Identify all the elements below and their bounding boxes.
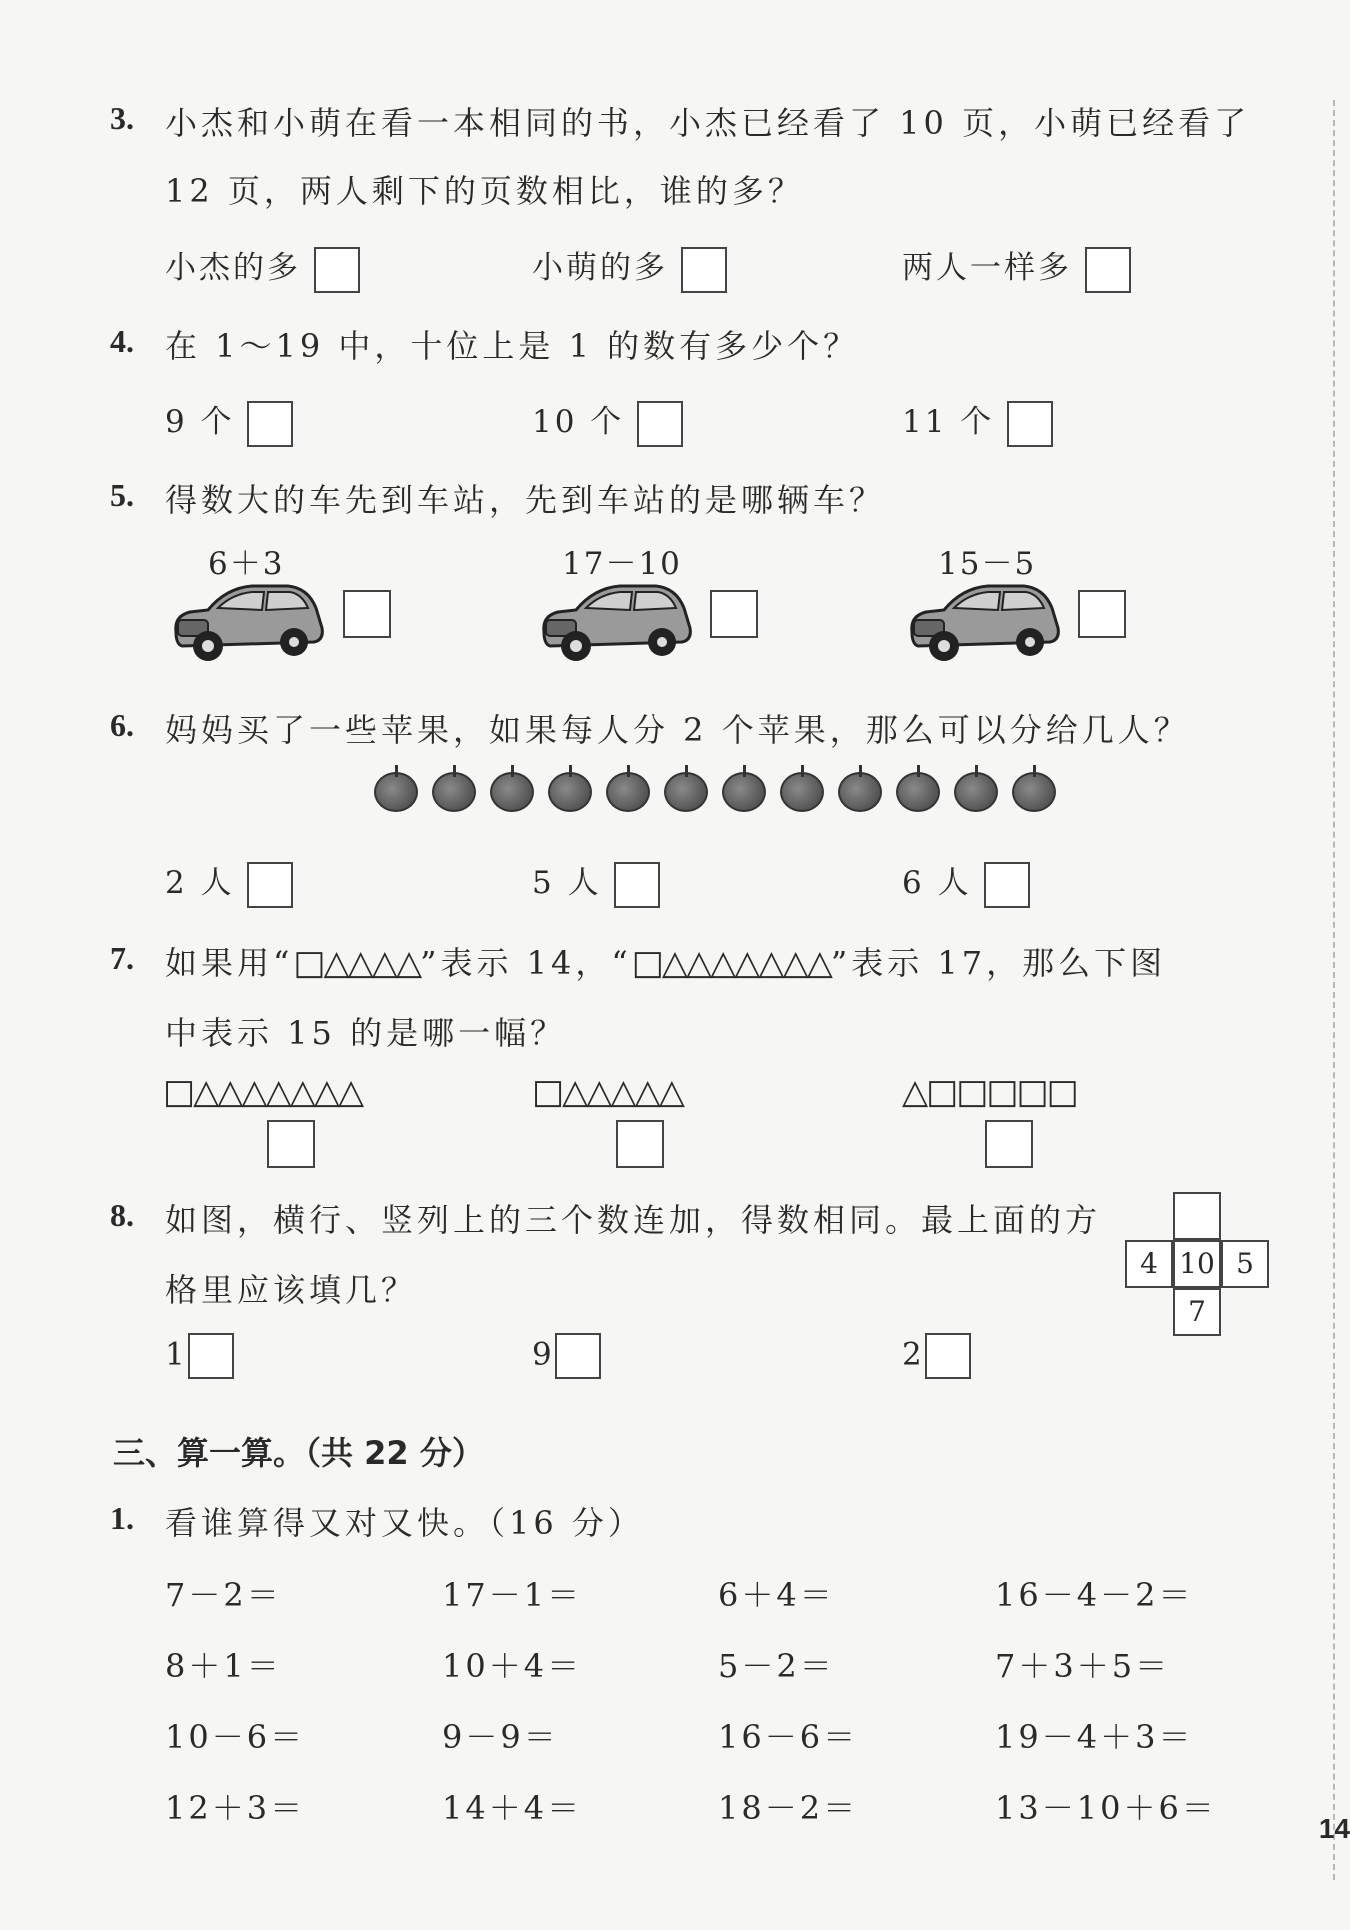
grid-top-cell[interactable] <box>1173 1192 1221 1240</box>
q6-option-a <box>165 857 293 908</box>
calc-item: 14＋4＝ <box>442 1789 583 1827</box>
q8-number: 8. <box>110 1197 134 1233</box>
apple-icon <box>896 772 940 812</box>
grid-right-cell: 5 <box>1221 1240 1269 1288</box>
q5-option-b-box[interactable] <box>710 590 758 638</box>
q6-number: 6. <box>110 707 134 743</box>
calc-item: 7＋3＋5＝ <box>995 1647 1171 1685</box>
q7-text-part3: ”表示 17，那么下图 <box>830 944 1167 982</box>
apple-icon <box>780 772 824 812</box>
calc-item: 9－9＝ <box>442 1718 559 1756</box>
q6-option-a-box[interactable] <box>247 862 293 908</box>
q6-option-c-label: 6 人 <box>902 865 972 901</box>
q8-option-c-box[interactable] <box>925 1333 971 1379</box>
q7-text-line2: 中表示 15 的是哪一幅？ <box>165 1014 567 1052</box>
q7-shapes-14: □△△△△ <box>293 943 421 983</box>
q7-figure-b: □△△△△△ <box>532 1072 683 1112</box>
apple-icon <box>548 772 592 812</box>
q8-option-a-box[interactable] <box>188 1333 234 1379</box>
q4-option-c <box>902 396 1053 447</box>
q8-option-c-label: 2 <box>902 1336 925 1373</box>
apple-icon <box>954 772 998 812</box>
q4-option-b-label: 10 个 <box>532 404 625 440</box>
q6-option-b <box>532 857 660 908</box>
q4-option-b <box>532 396 683 447</box>
calc-item: 18－2＝ <box>718 1789 859 1827</box>
section-3-title: 三、算一算。（共 22 分） <box>113 1434 484 1472</box>
calc-item: 10＋4＝ <box>442 1647 583 1685</box>
q4-option-a <box>165 396 293 447</box>
calc-item: 6＋4＝ <box>718 1576 835 1614</box>
calc-item: 19－4＋3＝ <box>995 1718 1194 1756</box>
calc-item: 8＋1＝ <box>165 1647 282 1685</box>
q3-option-b-label: 小萌的多 <box>532 250 668 286</box>
q8-option-b-label: 9 <box>532 1336 555 1373</box>
apple-icon <box>1012 772 1056 812</box>
q3-option-c-label: 两人一样多 <box>902 250 1072 286</box>
apple-icon <box>838 772 882 812</box>
grid-left-cell: 4 <box>1125 1240 1173 1288</box>
calc-item: 13－10＋6＝ <box>995 1789 1217 1827</box>
q6-option-b-label: 5 人 <box>532 865 602 901</box>
q8-option-c <box>902 1333 971 1379</box>
q5-option-a-box[interactable] <box>343 590 391 638</box>
q4-option-a-box[interactable] <box>247 401 293 447</box>
q8-text-line2: 格里应该填几？ <box>165 1271 418 1309</box>
q3-number: 3. <box>110 100 134 136</box>
q8-option-b <box>532 1333 601 1379</box>
page-number: 14 <box>1318 1813 1350 1844</box>
apple-icon <box>432 772 476 812</box>
calc-item: 12＋3＝ <box>165 1789 306 1827</box>
calc-item: 7－2＝ <box>165 1576 282 1614</box>
q3-option-c-box[interactable] <box>1085 247 1131 293</box>
q5-expr-c: 15－5 <box>938 546 1037 582</box>
calc-item: 16－4－2＝ <box>995 1576 1194 1614</box>
apple-icon <box>374 772 418 812</box>
q5-number: 5. <box>110 477 134 513</box>
q5-option-c-box[interactable] <box>1078 590 1126 638</box>
car-icon <box>168 570 328 670</box>
car-icon <box>536 570 696 670</box>
q5-expr-b: 17－10 <box>562 546 682 582</box>
q3-option-b-box[interactable] <box>681 247 727 293</box>
q4-option-b-box[interactable] <box>637 401 683 447</box>
calc-number: 1. <box>110 1500 134 1536</box>
grid-center-cell: 10 <box>1173 1240 1221 1288</box>
q7-figure-c: △□□□□□ <box>902 1072 1077 1112</box>
q8-option-a-label: 1 <box>165 1336 188 1373</box>
q7-text-line1 <box>165 938 1166 984</box>
q3-option-a <box>165 242 360 293</box>
apple-icon <box>664 772 708 812</box>
apple-icon <box>606 772 650 812</box>
calc-item: 16－6＝ <box>718 1718 859 1756</box>
q7-shapes-17: □△△△△△△△ <box>631 943 831 983</box>
calc-item: 5－2＝ <box>718 1647 835 1685</box>
q8-option-a <box>165 1333 234 1379</box>
q7-text-part1: 如果用“ <box>165 944 294 982</box>
q6-text: 妈妈买了一些苹果，如果每人分 2 个苹果，那么可以分给几人？ <box>165 711 1190 749</box>
q8-text-line1: 如图，横行、竖列上的三个数连加，得数相同。最上面的方 <box>165 1201 1102 1239</box>
q7-option-a-box[interactable] <box>267 1120 315 1168</box>
calc-item: 17－1＝ <box>442 1576 583 1614</box>
q5-text: 得数大的车先到车站，先到车站的是哪辆车？ <box>165 481 886 519</box>
q3-text-line1: 小杰和小萌在看一本相同的书，小杰已经看了 10 页，小萌已经看了 <box>165 104 1251 142</box>
q7-figure-a: □△△△△△△△ <box>163 1072 363 1112</box>
q7-text-part2: ”表示 14，“ <box>420 944 632 982</box>
calc-item: 10－6＝ <box>165 1718 306 1756</box>
car-icon <box>904 570 1064 670</box>
q6-option-b-box[interactable] <box>614 862 660 908</box>
q7-number: 7. <box>110 940 134 976</box>
q4-option-c-box[interactable] <box>1007 401 1053 447</box>
q4-option-a-label: 9 个 <box>165 404 235 440</box>
q6-option-c-box[interactable] <box>984 862 1030 908</box>
q5-expr-a: 6＋3 <box>208 546 285 582</box>
q3-option-c <box>902 242 1131 293</box>
q4-option-c-label: 11 个 <box>902 404 995 440</box>
q8-option-b-box[interactable] <box>555 1333 601 1379</box>
q4-text: 在 1～19 中，十位上是 1 的数有多少个？ <box>165 327 860 365</box>
q3-option-a-box[interactable] <box>314 247 360 293</box>
q4-number: 4. <box>110 323 134 359</box>
q3-option-b <box>532 242 727 293</box>
q6-option-c <box>902 857 1030 908</box>
apple-icon <box>722 772 766 812</box>
q6-option-a-label: 2 人 <box>165 865 235 901</box>
q7-option-c-box[interactable] <box>985 1120 1033 1168</box>
grid-bottom-cell: 7 <box>1173 1288 1221 1336</box>
apple-icon <box>490 772 534 812</box>
q3-option-a-label: 小杰的多 <box>165 250 301 286</box>
calc-title: 看谁算得又对又快。（16 分） <box>165 1504 644 1542</box>
q7-option-b-box[interactable] <box>616 1120 664 1168</box>
q3-text-line2: 12 页，两人剩下的页数相比，谁的多？ <box>165 172 804 210</box>
cut-line <box>1333 100 1335 1880</box>
